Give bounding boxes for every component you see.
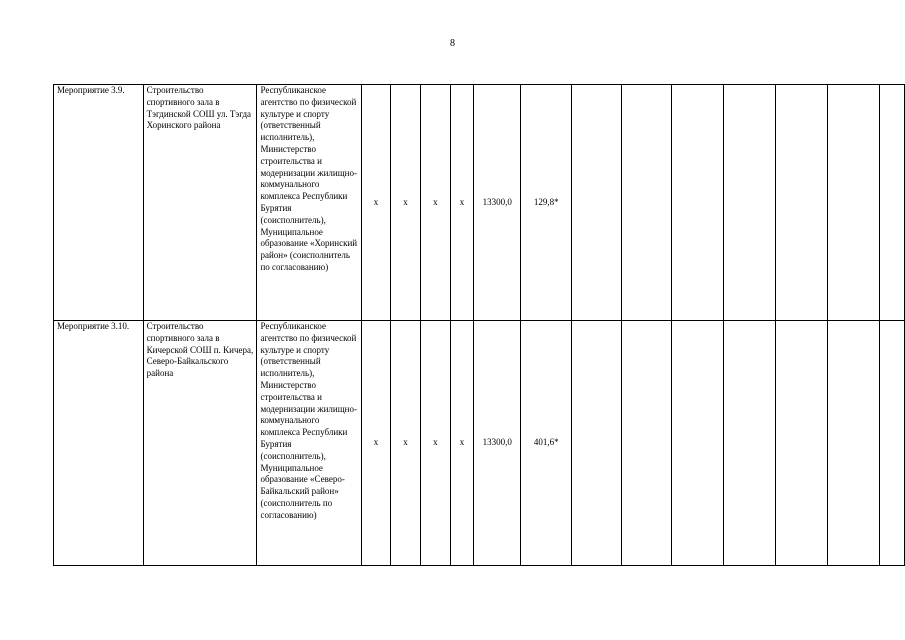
measure-cell: Мероприятие 3.9. [54, 85, 144, 321]
x-cell: х [420, 321, 450, 566]
value-cell: 129,8* [521, 85, 572, 321]
x-cell: х [362, 321, 391, 566]
name-cell: Строительство спортивного зала в Тэгдинской СОШ ул. Тэгда Хоринского района [143, 85, 257, 321]
table-row [54, 85, 905, 321]
empty-cell [622, 321, 672, 566]
empty-cell [827, 85, 879, 321]
empty-cell [827, 321, 879, 566]
empty-cell [622, 85, 672, 321]
table-row [54, 321, 905, 566]
page-number: 8 [450, 38, 455, 49]
empty-cell [775, 321, 827, 566]
executors-cell: Республиканское агентство по физической культуре и спорту (ответственный исполнитель), Министерство строительства и модернизации жилищно-коммунального комплекса Республики Бурятия (соисполнитель), Муниципальное образование «Северо-Байкальский район» (соисполнитель по согласованию) [257, 321, 362, 566]
x-cell: х [450, 85, 473, 321]
program-table [53, 84, 905, 566]
empty-cell [775, 85, 827, 321]
x-cell: х [391, 85, 421, 321]
x-cell: х [450, 321, 473, 566]
x-cell: х [391, 321, 421, 566]
x-cell: х [362, 85, 391, 321]
empty-cell [723, 321, 775, 566]
amount-cell: 13300,0 [474, 321, 521, 566]
amount-cell: 13300,0 [474, 85, 521, 321]
value-cell: 401,6* [521, 321, 572, 566]
empty-cell [879, 85, 904, 321]
measure-cell: Мероприятие 3.10. [54, 321, 144, 566]
empty-cell [723, 85, 775, 321]
executors-cell: Республиканское агентство по физической культуре и спорту (ответственный исполнитель), Министерство строительства и модернизации жилищно-коммунального комплекса Республики Бурятия (соисполнитель), Муниципальное образование «Хоринский район» (соисполнитель по согласованию) [257, 85, 362, 321]
name-cell: Строительство спортивного зала в Кичерской СОШ п. Кичера, Северо-Байкальского района [143, 321, 257, 566]
empty-cell [572, 321, 622, 566]
empty-cell [572, 85, 622, 321]
empty-cell [879, 321, 904, 566]
empty-cell [672, 321, 723, 566]
empty-cell [672, 85, 723, 321]
x-cell: х [420, 85, 450, 321]
